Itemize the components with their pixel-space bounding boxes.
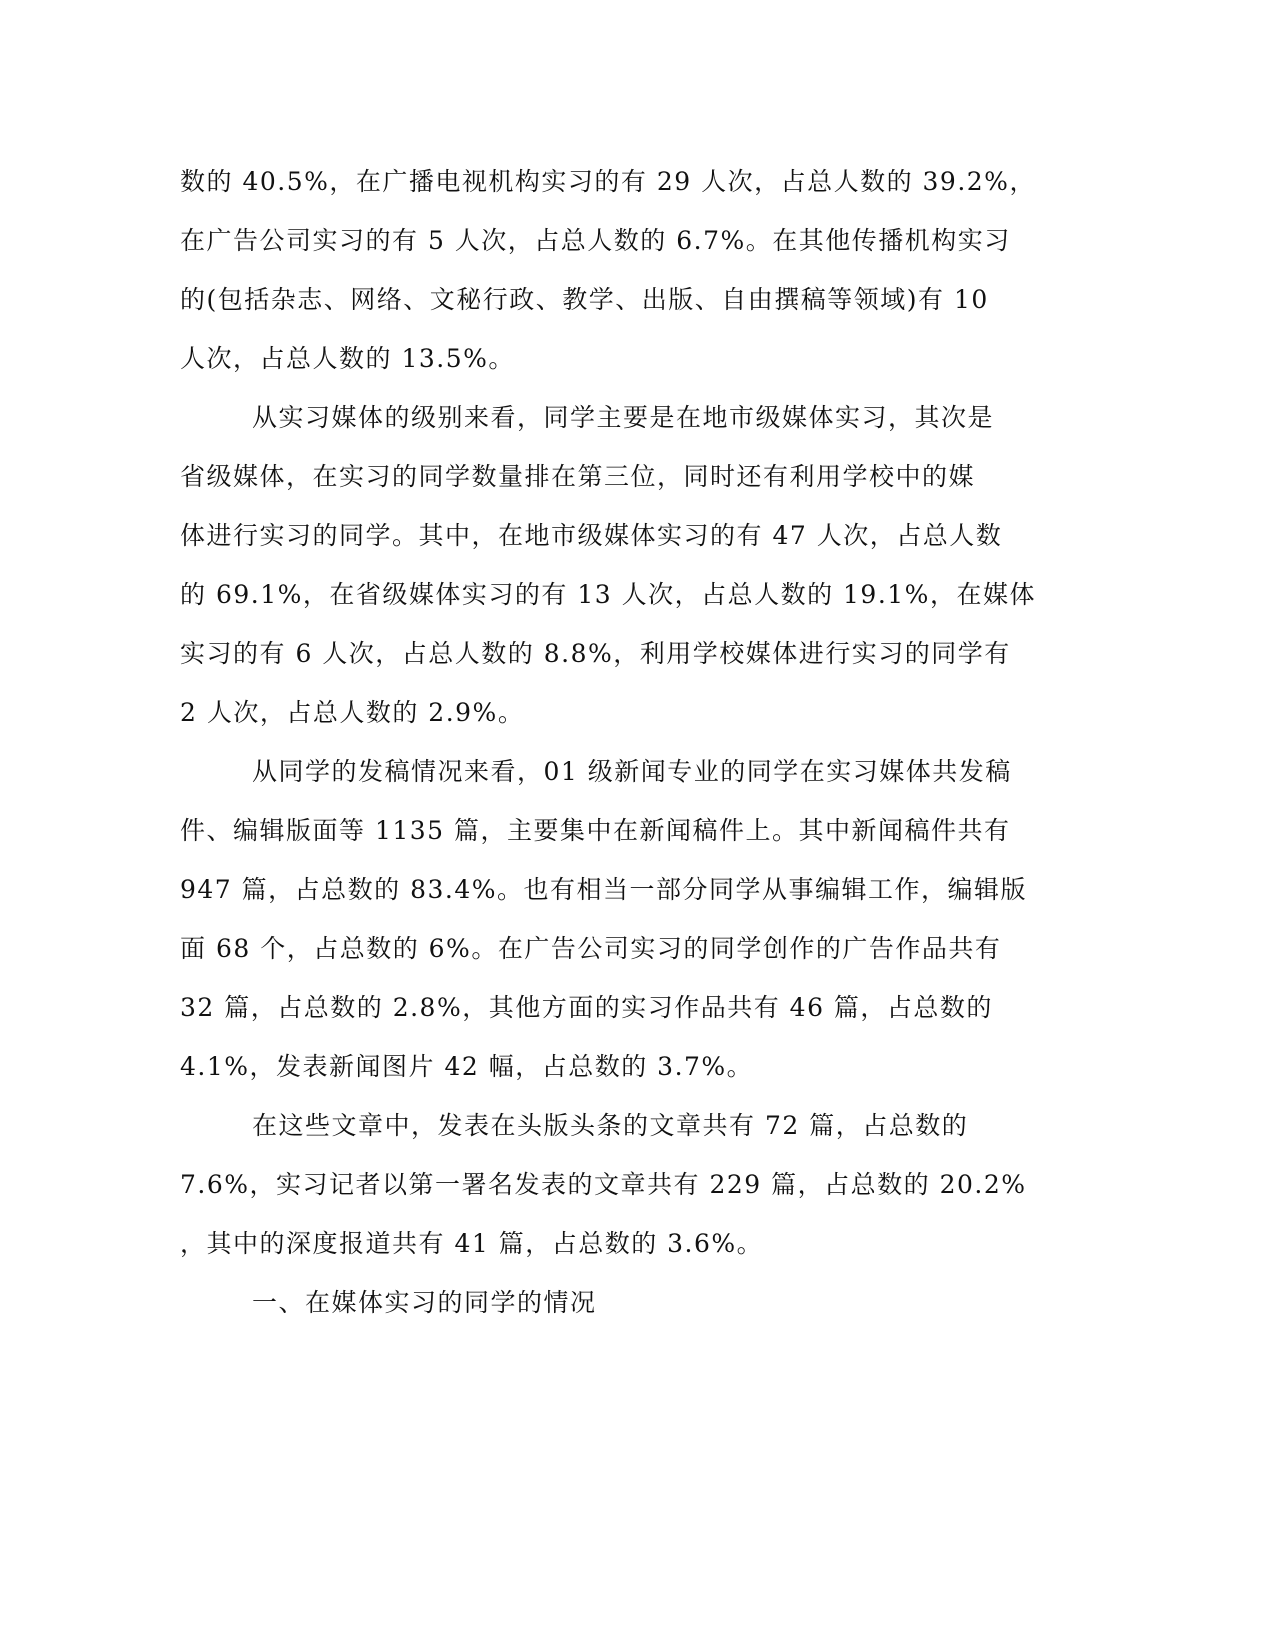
text-line: 实习的有 6 人次，占总人数的 8.8%，利用学校媒体进行实习的同学有	[180, 639, 1011, 668]
document-body	[180, 152, 1040, 1332]
text-line: 人次，占总人数的 13.5%。	[180, 344, 515, 373]
text-line: ，其中的深度报道共有 41 篇，占总数的 3.6%。	[180, 1229, 764, 1258]
section-heading: 一、在媒体实习的同学的情况	[252, 1288, 597, 1317]
text-line: 947 篇，占总数的 83.4%。也有相当一部分同学从事编辑工作，编辑版	[180, 875, 1028, 904]
paragraph-start-line: 从实习媒体的级别来看，同学主要是在地市级媒体实习，其次是	[252, 403, 995, 432]
text-line: 的(包括杂志、网络、文秘行政、教学、出版、自由撰稿等领域)有 10	[180, 285, 989, 314]
text-line: 件、编辑版面等 1135 篇，主要集中在新闻稿件上。其中新闻稿件共有	[180, 816, 1011, 845]
text-line: 省级媒体，在实习的同学数量排在第三位，同时还有利用学校中的媒	[180, 462, 976, 491]
text-line: 32 篇，占总数的 2.8%，其他方面的实习作品共有 46 篇，占总数的	[180, 993, 993, 1022]
text-line: 的 69.1%，在省级媒体实习的有 13 人次，占总人数的 19.1%，在媒体	[180, 580, 1036, 609]
text-line: 数的 40.5%，在广播电视机构实习的有 29 人次，占总人数的 39.2%，	[180, 167, 1036, 196]
text-line: 面 68 个，占总数的 6%。在广告公司实习的同学创作的广告作品共有	[180, 934, 1002, 963]
text-line: 2 人次，占总人数的 2.9%。	[180, 698, 525, 727]
text-line: 7.6%，实习记者以第一署名发表的文章共有 229 篇，占总数的 20.2%	[180, 1170, 1027, 1199]
paragraph-start-line: 从同学的发稿情况来看，01 级新闻专业的同学在实习媒体共发稿	[252, 757, 1012, 786]
text-line: 在广告公司实习的有 5 人次，占总人数的 6.7%。在其他传播机构实习	[180, 226, 1011, 255]
text-line: 4.1%，发表新闻图片 42 幅，占总数的 3.7%。	[180, 1052, 754, 1081]
text-line: 体进行实习的同学。其中，在地市级媒体实习的有 47 人次，占总人数	[180, 521, 1003, 550]
paragraph-start-line: 在这些文章中，发表在头版头条的文章共有 72 篇，占总数的	[252, 1111, 969, 1140]
